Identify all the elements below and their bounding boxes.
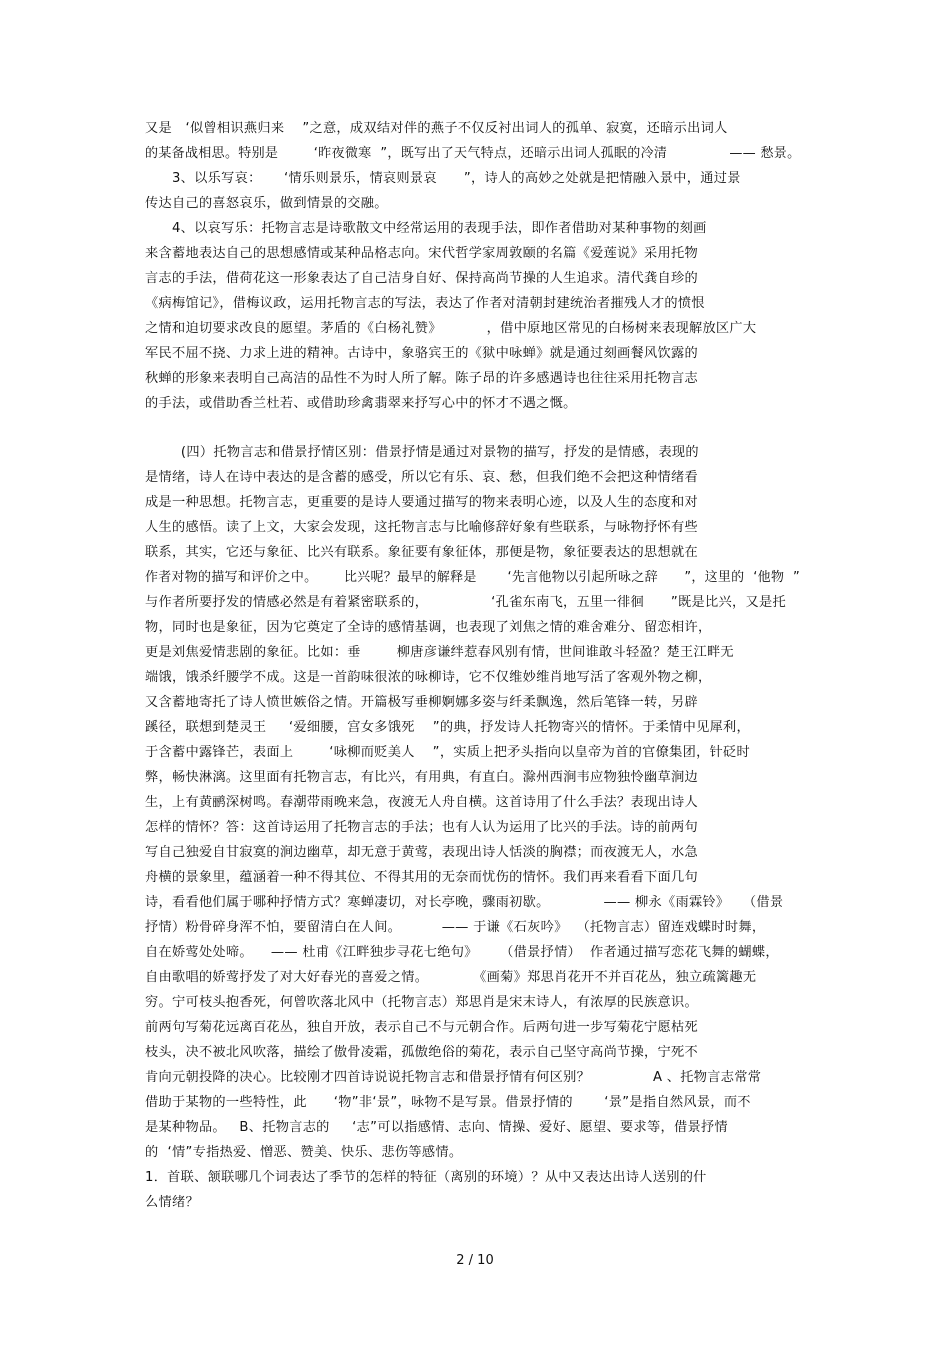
text-line: 是情绪，诗人在诗中表达的是含蓄的感受，所以它有乐、哀、愁，但我们绝不会把这种情绪看 xyxy=(145,470,698,485)
text-line: 3、以乐写哀： ‘情乐则景乐，情哀则景哀 ”，诗人的高妙之处就是把情融入景中，通过景 xyxy=(145,171,741,186)
text-line: 1．首联、颔联哪几个词表达了季节的怎样的特征（离别的环境）？从中又表达出诗人送别的什 xyxy=(145,1170,707,1185)
text-line: 肯向元朝投降的决心。比较刚才四首诗说说托物言志和借景抒情有何区别？ A 、托物言志常常 xyxy=(145,1070,762,1085)
text-line: 的某备战相思。特别是 ‘昨夜微寒 ”，既写出了天气特点，还暗示出词人孤眠的冷清 —— 愁景。 xyxy=(145,146,801,161)
text-line: 么情绪？ xyxy=(145,1195,199,1210)
text-line: 成是一种思想。托物言志，更重要的是诗人要通过描写的物来表明心迹，以及人生的态度和对 xyxy=(145,495,698,510)
text-line: 传达自己的喜怒哀乐，做到情景的交融。 xyxy=(145,196,388,211)
text-line: 于含蓄中露锋芒，表面上 ‘咏柳而贬美人 ”，实质上把矛头指向以皇帝为首的官僚集团，针砭时 xyxy=(145,745,751,760)
text-line: (四）托物言志和借景抒情区别：借景抒情是通过对景物的描写，抒发的是情感，表现的 xyxy=(145,445,699,460)
text-line: 前两句写菊花远离百花丛，独自开放，表示自己不与元朝合作。后两句进一步写菊花宁愿枯死 xyxy=(145,1020,698,1035)
text-line: 怎样的情怀？答：这首诗运用了托物言志的手法；也有人认为运用了比兴的手法。诗的前两句 xyxy=(145,820,698,835)
text-line: 作者对物的描写和评价之中。 比兴呢？最早的解释是 ‘先言他物以引起所咏之辞 ”，这里的 ‘他物 ” xyxy=(145,570,801,585)
text-line: 的手法，或借助香兰杜若、或借助珍禽翡翠来抒写心中的怀才不遇之慨。 xyxy=(145,396,577,411)
text-line: 又是 ‘似曾相识燕归来 ”之意，成双结对伴的燕子不仅反衬出词人的孤单、寂寞，还暗示出词人 xyxy=(145,121,728,136)
text-line: 抒情）粉骨碎身浑不怕，要留清白在人间。 —— 于谦《石灰吟》 （托物言志）留连戏蝶时时舞， xyxy=(145,920,766,935)
text-line: 自在娇莺处处啼。 —— 杜甫《江畔独步寻花七绝句》 （借景抒情） 作者通过描写恋花飞舞的蝴蝶， xyxy=(145,945,779,960)
text-line: 自由歌唱的娇莺抒发了对大好春光的喜爱之情。 《画菊》郑思肖花开不并百花丛，独立疏篱趣无 xyxy=(145,970,757,985)
page-number: 2 / 10 xyxy=(456,1253,494,1268)
text-line: 军民不屈不挠、力求上进的精神。古诗中，象骆宾王的《狱中咏蝉》就是通过刻画餐风饮露的 xyxy=(145,346,698,361)
text-line: 穷。宁可枝头抱香死，何曾吹落北风中（托物言志）郑思肖是宋末诗人，有浓厚的民族意识。 xyxy=(145,995,698,1010)
text-line: 写自己独爱自甘寂寞的涧边幽草，却无意于黄莺，表现出诗人恬淡的胸襟；而夜渡无人，水急 xyxy=(145,845,698,860)
text-line: 《病梅馆记》，借梅议政，运用托物言志的写法，表达了作者对清朝封建统治者摧残人才的愤恨 xyxy=(145,296,705,311)
text-line: 生，上有黄鹂深树鸣。春潮带雨晚来急，夜渡无人舟自横。这首诗用了什么手法？表现出诗人 xyxy=(145,795,698,810)
text-line: 来含蓄地表达自己的思想感情或某种品格志向。宋代哲学家周敦颐的名篇《爱莲说》采用托物 xyxy=(145,246,698,261)
text-line: 枝头，决不被北风吹落，描绘了傲骨凌霜，孤傲绝俗的菊花，表示自己坚守高尚节操，宁死不 xyxy=(145,1045,698,1060)
text-line: 人生的感悟。读了上文，大家会发现，这托物言志与比喻修辞好象有些联系，与咏物抒怀有些 xyxy=(145,520,698,535)
text-line: 是某种物品。 B、托物言志的 ‘志”可以指感情、志向、情操、爱好、愿望、要求等，借景抒情 xyxy=(145,1120,728,1135)
text-line: 的 ‘情”专指热爱、憎恶、赞美、快乐、悲伤等感情。 xyxy=(145,1145,463,1160)
text-line: 借助于某物的一些特性，此 ‘物”非‘景”，咏物不是写景。借景抒情的 ‘景”是指自然风景，而不 xyxy=(145,1095,751,1110)
text-line: 秋蝉的形象来表明自己高洁的品性不为时人所了解。陈子昂的许多感遇诗也往往采用托物言志 xyxy=(145,371,698,386)
text-line: 又含蓄地寄托了诗人愤世嫉俗之情。开篇极写垂柳婀娜多姿与纤柔飘逸，然后笔锋一转，另辟 xyxy=(145,695,698,710)
text-line: 与作者所要抒发的情感必然是有着紧密联系的， ‘孔雀东南飞，五里一徘徊 ”既是比兴，又是托 xyxy=(145,595,786,610)
text-line: 4、以哀写乐：托物言志是诗歌散文中经常运用的表现手法，即作者借助对某种事物的刻画 xyxy=(145,221,707,236)
text-line: 端饿，饿杀纤腰学不成。这是一首韵味很浓的咏柳诗，它不仅维妙维肖地写活了客观外物之柳， xyxy=(145,670,712,685)
text-line: 舟横的景象里，蕴涵着一种不得其位、不得其用的无奈而忧伤的情怀。我们再来看看下面几句 xyxy=(145,870,698,885)
text-line: 更是刘焦爱情悲剧的象征。比如：垂 柳唐彦谦绊惹春风别有情，世间谁敢斗轻盈？楚王江畔无 xyxy=(145,645,734,660)
text-line: 联系，其实，它还与象征、比兴有联系。象征要有象征体，那便是物，象征要表达的思想就在 xyxy=(145,545,698,560)
text-line: 言志的手法，借荷花这一形象表达了自己洁身自好、保持高尚节操的人生追求。清代龚自珍的 xyxy=(145,271,698,286)
text-line: 物，同时也是象征，因为它奠定了全诗的感情基调，也表现了刘焦之情的难舍难分、留恋相许， xyxy=(145,620,712,635)
text-line: 诗，看看他们属于哪种抒情方式？寒蝉凄切，对长亭晚，骤雨初歇。 —— 柳永《雨霖铃》 （借景 xyxy=(145,895,784,910)
text-line: 蹊径，联想到楚灵王 ‘爱细腰，宫女多饿死 ”的典，抒发诗人托物寄兴的情怀。于柔情中见犀利， xyxy=(145,720,751,735)
text-line: 弊，畅快淋漓。这里面有托物言志，有比兴，有用典，有直白。滁州西涧韦应物独怜幽草涧边 xyxy=(145,770,698,785)
text-line: 之情和迫切要求改良的愿望。茅盾的《白杨礼赞》 ，借中原地区常见的白杨树来表现解放区广大 xyxy=(145,321,757,336)
